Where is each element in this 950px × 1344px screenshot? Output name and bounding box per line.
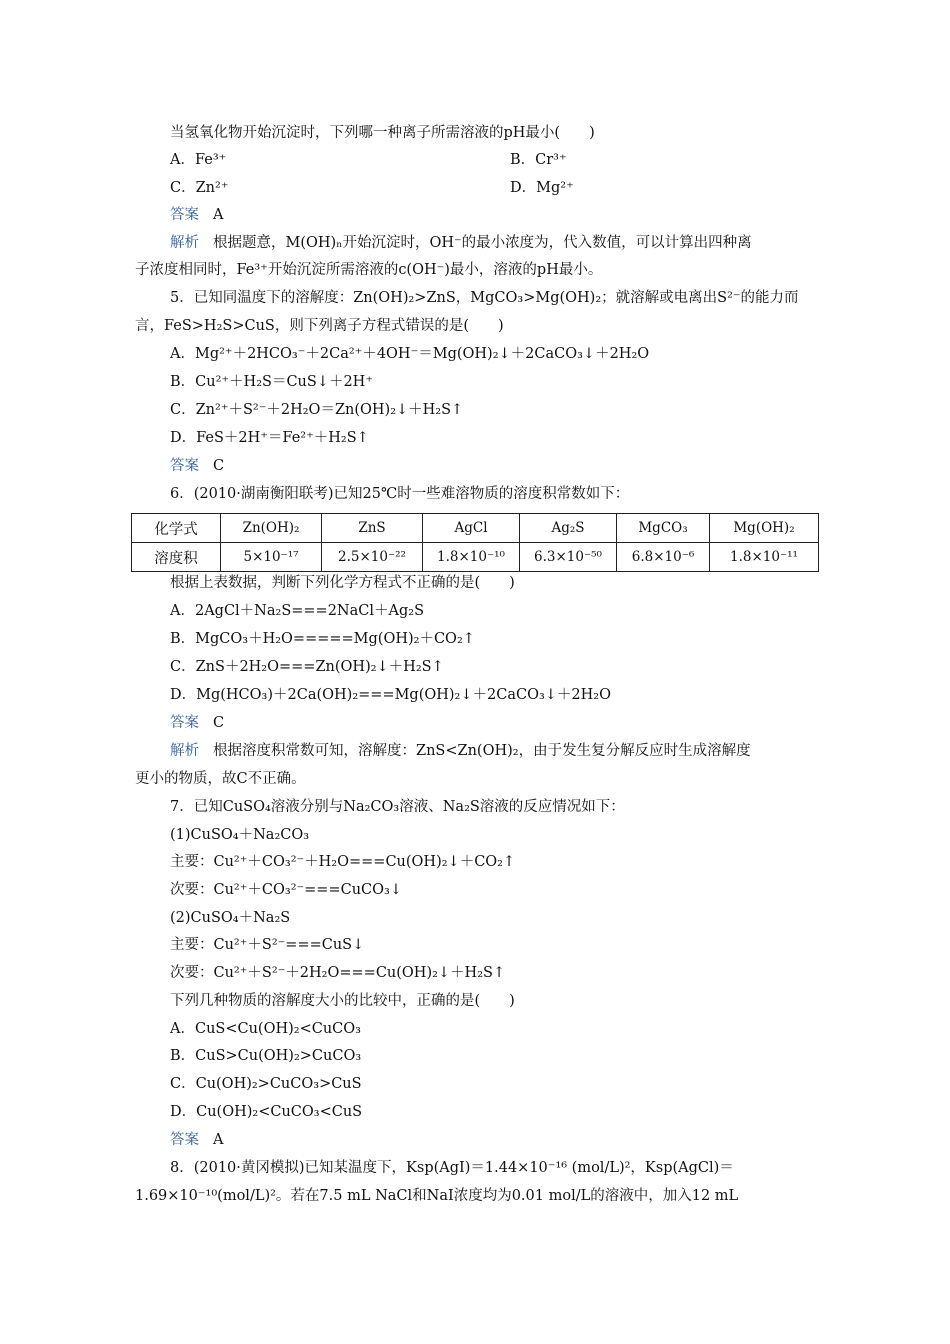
option-c: C．Zn²⁺ xyxy=(170,180,229,196)
analysis-line xyxy=(170,233,752,253)
answer-line xyxy=(170,1130,223,1150)
option-d: D．FeS＋2H⁺＝Fe²⁺＋H₂S↑ xyxy=(170,430,369,446)
option-b: B．Cr³⁺ xyxy=(510,152,567,168)
reaction-2-main: 主要：Cu²⁺＋S²⁻===CuS↓ xyxy=(170,937,365,953)
answer-value: C xyxy=(213,715,225,731)
option-b: B．CuS>Cu(OH)₂>CuCO₃ xyxy=(170,1048,362,1064)
answer-value: A xyxy=(213,1132,224,1148)
table-cell: 5×10⁻¹⁷ xyxy=(221,543,322,572)
table-cell: AgCl xyxy=(423,514,520,543)
table-cell: 化学式 xyxy=(132,514,221,543)
table-cell: 1.8×10⁻¹¹ xyxy=(710,543,819,572)
table-header-row xyxy=(132,514,819,543)
question-7-stem: 7．已知CuSO₄溶液分别与Na₂CO₃溶液、Na₂S溶液的反应情况如下： xyxy=(170,799,625,815)
analysis-line xyxy=(170,741,751,761)
question-5-stem-cont: 言，FeS>H₂S>CuS，则下列离子方程式错误的是( ) xyxy=(135,318,504,334)
ksp-table xyxy=(131,513,819,572)
reaction-1: (1)CuSO₄＋Na₂CO₃ xyxy=(170,827,310,843)
answer-label: 答案 xyxy=(170,715,199,731)
option-a: A．2AgCl＋Na₂S===2NaCl＋Ag₂S xyxy=(170,603,424,619)
answer-label: 答案 xyxy=(170,458,199,474)
answer-label: 答案 xyxy=(170,1132,199,1148)
question-6-stem: 6．(2010·湖南衡阳联考)已知25℃时一些难溶物质的溶度积常数如下： xyxy=(170,486,630,502)
table-row xyxy=(132,543,819,572)
answer-label: 答案 xyxy=(170,207,199,223)
question-8-stem: 8．(2010·黄冈模拟)已知某温度下，Ksp(AgI)＝1.44×10⁻¹⁶ (mol/L)²，Ksp(AgCl)＝ xyxy=(170,1160,734,1176)
answer-line xyxy=(170,205,223,225)
analysis-continuation: 更小的物质，故C不正确。 xyxy=(135,771,306,787)
table-cell: Ag₂S xyxy=(520,514,617,543)
option-a: A．CuS<Cu(OH)₂<CuCO₃ xyxy=(170,1021,361,1037)
option-a: A．Mg²⁺＋2HCO₃⁻＋2Ca²⁺＋4OH⁻＝Mg(OH)₂↓＋2CaCO₃↓＋2H₂O xyxy=(170,346,650,362)
table-cell: MgCO₃ xyxy=(617,514,710,543)
table-cell: 6.8×10⁻⁶ xyxy=(617,543,710,572)
question-8-stem-cont: 1.69×10⁻¹⁰(mol/L)²。若在7.5 mL NaCl和NaI浓度均为0.01 mol/L的溶液中，加入12 mL xyxy=(135,1188,739,1204)
reaction-2-minor: 次要：Cu²⁺＋S²⁻＋2H₂O===Cu(OH)₂↓＋H₂S↑ xyxy=(170,965,506,981)
table-cell: 1.8×10⁻¹⁰ xyxy=(423,543,520,572)
analysis-text: 根据题意，M(OH)ₙ开始沉淀时，OH⁻的最小浓度为，代入数值，可以计算出四种离 xyxy=(213,235,752,251)
table-cell: ZnS xyxy=(322,514,423,543)
analysis-continuation: 子浓度相同时，Fe³⁺开始沉淀所需溶液的c(OH⁻)最小，溶液的pH最小。 xyxy=(135,262,603,278)
reaction-2: (2)CuSO₄＋Na₂S xyxy=(170,910,291,926)
option-d: D．Mg²⁺ xyxy=(510,180,574,196)
analysis-label: 解析 xyxy=(170,743,199,759)
option-d: D．Cu(OH)₂<CuCO₃<CuS xyxy=(170,1104,363,1120)
answer-line xyxy=(170,456,224,476)
table-cell: 溶度积 xyxy=(132,543,221,572)
answer-value: C xyxy=(213,458,225,474)
answer-value: A xyxy=(213,207,224,223)
option-c: C．ZnS＋2H₂O===Zn(OH)₂↓＋H₂S↑ xyxy=(170,659,444,675)
question-5-stem: 5．已知同温度下的溶解度：Zn(OH)₂>ZnS，MgCO₃>Mg(OH)₂；就溶解或电离出S²⁻的能力而 xyxy=(170,290,799,306)
question-4-stem: 当氢氧化物开始沉淀时，下列哪一种离子所需溶液的pH最小( ) xyxy=(170,125,595,141)
table-cell: 2.5×10⁻²² xyxy=(322,543,423,572)
option-d: D．Mg(HCO₃)＋2Ca(OH)₂===Mg(OH)₂↓＋2CaCO₃↓＋2H₂O xyxy=(170,687,611,703)
option-b: B．Cu²⁺＋H₂S＝CuS↓＋2H⁺ xyxy=(170,374,373,390)
table-cell: 6.3×10⁻⁵⁰ xyxy=(520,543,617,572)
answer-line xyxy=(170,713,224,733)
analysis-label: 解析 xyxy=(170,235,199,251)
option-a: A．Fe³⁺ xyxy=(170,152,227,168)
option-c: C．Cu(OH)₂>CuCO₃>CuS xyxy=(170,1076,362,1092)
question-6-prompt: 根据上表数据，判断下列化学方程式不正确的是( ) xyxy=(170,575,515,591)
table-cell: Mg(OH)₂ xyxy=(710,514,819,543)
option-b: B．MgCO₃＋H₂O=====Mg(OH)₂＋CO₂↑ xyxy=(170,631,475,647)
reaction-1-main: 主要：Cu²⁺＋CO₃²⁻＋H₂O===Cu(OH)₂↓＋CO₂↑ xyxy=(170,854,516,870)
question-7-prompt: 下列几种物质的溶解度大小的比较中，正确的是( ) xyxy=(170,993,515,1009)
option-c: C．Zn²⁺＋S²⁻＋2H₂O＝Zn(OH)₂↓＋H₂S↑ xyxy=(170,402,464,418)
analysis-text: 根据溶度积常数可知，溶解度：ZnS<Zn(OH)₂，由于发生复分解反应时生成溶解度 xyxy=(213,743,751,759)
reaction-1-minor: 次要：Cu²⁺＋CO₃²⁻===CuCO₃↓ xyxy=(170,882,402,898)
table-cell: Zn(OH)₂ xyxy=(221,514,322,543)
